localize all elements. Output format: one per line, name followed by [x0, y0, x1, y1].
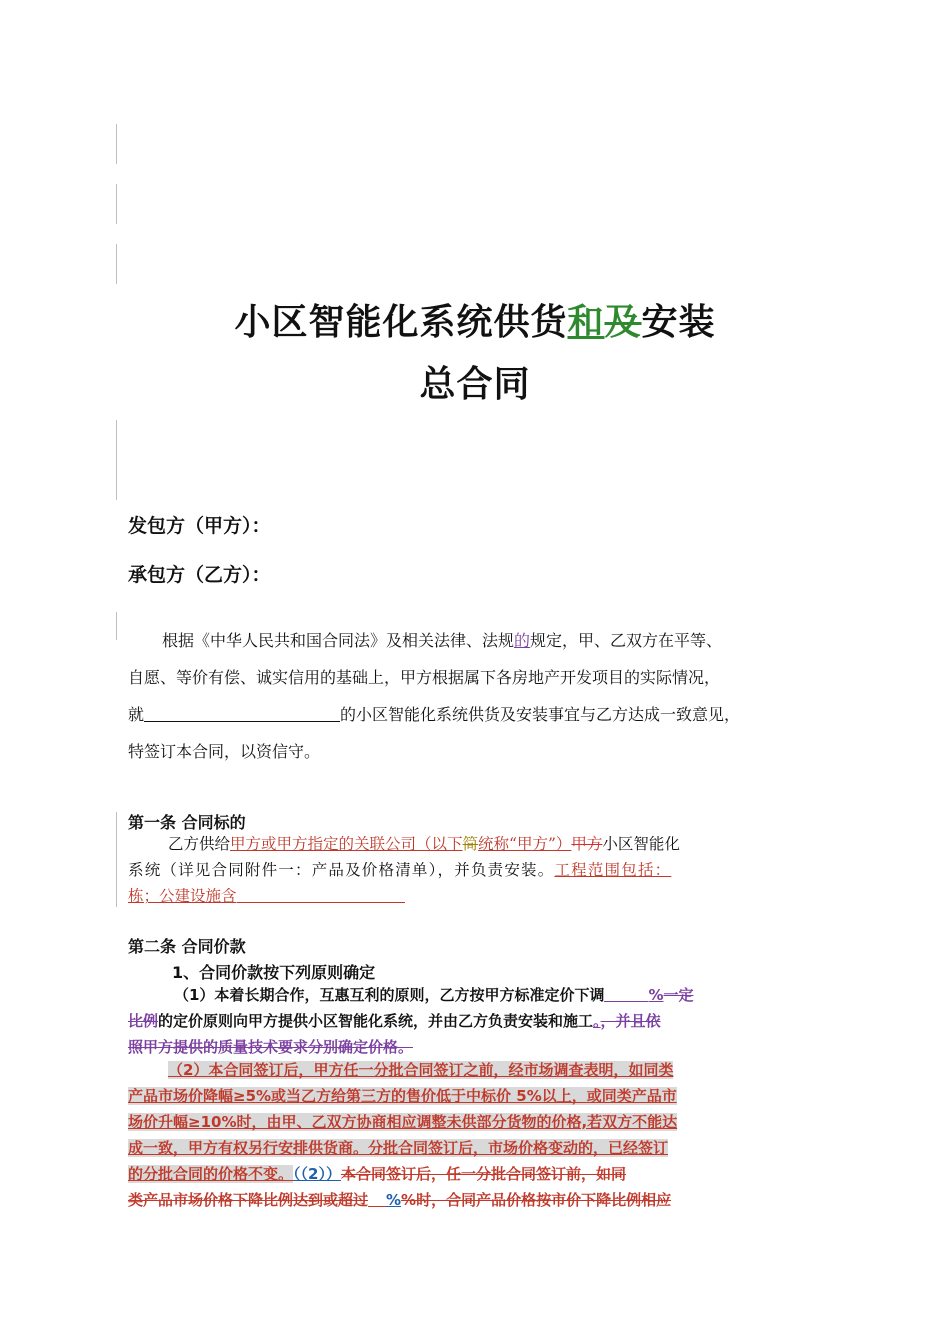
- clause-line: [128, 1135, 828, 1161]
- deletion: 照甲方提供的质量技术要求分别确定价格。: [128, 1038, 414, 1056]
- change-bar: [116, 244, 117, 284]
- party-a-label: 发包方（甲方）：: [128, 515, 271, 537]
- insertion: 的分批合同的价格不变。: [128, 1165, 294, 1183]
- clause-line: [128, 982, 828, 1008]
- article-1-line: [128, 831, 828, 857]
- preamble-text: 根据《中华人民共和国合同法》及相关法律、法规: [162, 631, 515, 650]
- project-name-blank[interactable]: [144, 705, 340, 722]
- article-1-heading: 第一条 合同标的: [128, 813, 246, 832]
- article-2-heading: 第二条 合同价款: [128, 937, 246, 956]
- preamble-line: [128, 696, 828, 733]
- deletion: 简: [462, 835, 479, 853]
- deletion: 比例: [128, 1012, 159, 1030]
- document-title-line1: [0, 294, 950, 345]
- change-bar: [116, 420, 117, 500]
- preamble-line: 自愿、等价有偿、诚实信用的基础上，甲方根据属下各房地产开发项目的实际情况，: [128, 668, 721, 687]
- preamble-insertion: 的: [514, 631, 531, 650]
- change-bar: [116, 184, 117, 224]
- insertion: 工程范围包括：: [554, 861, 672, 879]
- article-2-clause-2: [128, 1057, 828, 1213]
- insertion: 。: [593, 1012, 601, 1030]
- article-1-line: [128, 857, 828, 883]
- clause-line: [128, 1057, 828, 1083]
- article-1-body: [128, 831, 828, 909]
- change-bar: [116, 124, 117, 164]
- insertion: 产品市场价降幅≥5%或当乙方给第三方的售价低于中标价 5%以上，或同类产品市: [128, 1087, 677, 1105]
- insertion: 统称“甲方”）: [478, 835, 572, 853]
- insertion: 甲方或甲方指定的关联公司（以下: [230, 835, 463, 853]
- article-2-sub1: 1、合同价款按下列原则确定: [172, 963, 376, 982]
- insertion: %: [648, 986, 664, 1004]
- deletion: 本合同签订后，任一分批合同签订前，如同: [340, 1165, 626, 1183]
- article-1-line: [128, 883, 828, 909]
- preamble-line: [128, 622, 828, 659]
- party-b-label: 承包方（乙方）：: [128, 564, 271, 586]
- clause-line: [128, 1161, 828, 1187]
- text: 的定价原则向甲方提供小区智能化系统，并由乙方负责安装和施工: [158, 1012, 594, 1030]
- clause-line: [128, 1109, 828, 1135]
- article-2-clause-1: [128, 982, 828, 1060]
- scope-blank[interactable]: [237, 888, 405, 903]
- title-deletion: 及: [604, 302, 642, 343]
- deletion: 类产品市场价格下降比例达到或超过: [128, 1191, 369, 1209]
- deletion: 甲方: [571, 835, 603, 853]
- preamble: [128, 622, 828, 770]
- insertion: （（2））: [293, 1165, 341, 1183]
- document-title-line2: 总合同: [419, 364, 531, 405]
- title-text-end: 安装: [641, 302, 716, 343]
- insertion: 栋；公建设施含: [128, 887, 237, 905]
- deletion: 一定: [663, 986, 694, 1004]
- preamble-line: 特签订本合同，以资信守。: [128, 742, 321, 761]
- text: 乙方供给: [168, 835, 231, 853]
- percent-blank[interactable]: [368, 1192, 386, 1207]
- clause-line: [128, 1083, 828, 1109]
- change-bar: [116, 612, 117, 640]
- percent-blank[interactable]: [604, 987, 648, 1002]
- preamble-text: 就: [128, 705, 145, 724]
- preamble-text: 规定，甲、乙双方在平等、: [530, 631, 723, 650]
- text: 小区智能化: [602, 835, 680, 853]
- change-bar: [116, 812, 117, 907]
- text: 系统（详见合同附件一：产品及价格清单），并负责安装。: [128, 861, 555, 879]
- insertion: 场价升幅≥10%时，由甲、乙双方协商相应调整未供部分货物的价格,若双方不能达: [128, 1113, 678, 1131]
- title-insertion: 和: [567, 302, 605, 343]
- title-text: 小区智能化系统供货: [234, 302, 568, 343]
- insertion: 成一致，甲方有权另行安排供货商。分批合同签订后，市场价格变动的，已经签订: [128, 1139, 669, 1157]
- insertion: %: [386, 1191, 402, 1209]
- text: （1）本着长期合作，互惠互利的原则，乙方按甲方标准定价下调: [174, 986, 605, 1004]
- deletion: ，并且依: [600, 1012, 661, 1030]
- clause-line: [128, 1008, 828, 1034]
- preamble-text: 的小区智能化系统供货及安装事宜与乙方达成一致意见，: [340, 705, 741, 724]
- deletion: %时，合同产品价格按市价下降比例相应: [401, 1191, 672, 1209]
- insertion: （2）本合同签订后，甲方任一分批合同签订之前，经市场调查表明，如同类: [168, 1061, 674, 1079]
- clause-line: [128, 1187, 828, 1213]
